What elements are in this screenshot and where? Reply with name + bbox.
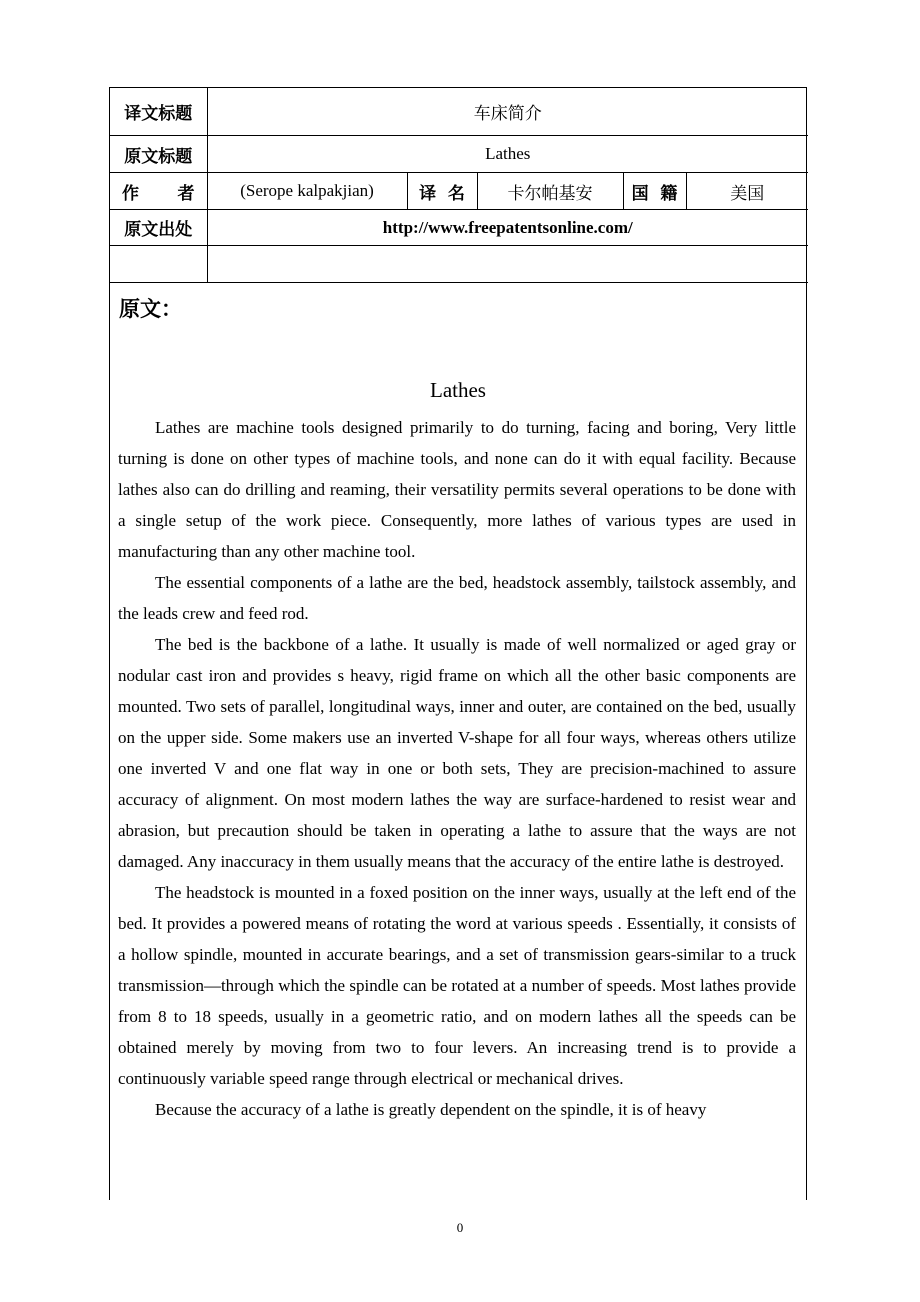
empty-cell-right (207, 246, 808, 283)
row-translated-title (110, 88, 808, 136)
translated-title: 车床简介 (207, 88, 808, 136)
nationality: 美国 (686, 173, 808, 210)
paragraph: The headstock is mounted in a foxed position on the inner ways, usually at the left end of the bed. It provides a powered means of rotating the word at various speeds . Essentially, it consists of a hollow spindle, mounted in accurate bearings, and a set of transmission gears-similar to a truck transmission—through which the spindle can be rotated at a number of speeds. Most lathes provide from 8 to 18 speeds, usually in a geometric ratio, and on modern lathes all the speeds can be obtained merely by moving from two to four levers. An increasing trend is to provide a continuously variable speed range through electrical or mechanical drives. (118, 883, 796, 1088)
original-text-heading: 原文： (119, 297, 182, 321)
row-author (110, 173, 808, 210)
row-source (110, 210, 808, 246)
paragraph: Lathes are machine tools designed primarily to do turning, facing and boring, Very little turning is done on other types of machine tools, and none can do it with equal facility. Because lathes also can do drilling and reaming, their versatility permits several operations to be done with a single setup of the work piece. Consequently, more lathes of various types are used in manufacturing than any other machine tool. (118, 418, 796, 561)
author-label-char-2: 者 (177, 183, 195, 204)
metadata-table (110, 88, 808, 283)
article-title: Lathes (430, 378, 486, 402)
translated-title-label: 译文标题 (110, 88, 207, 136)
empty-cell-left (110, 246, 207, 283)
source-label: 原文出处 (110, 210, 207, 246)
author-name: (Serope kalpakjian) (207, 173, 407, 210)
source-url: http://www.freepatentsonline.com/ (207, 210, 808, 246)
paragraph: The bed is the backbone of a lathe. It usually is made of well normalized or aged gray or nodular cast iron and provides s heavy, rigid frame on which all the other basic components are mounted. Two sets of parallel, longitudinal ways, inner and outer, are contained on the bed, usually on the upper side. Some makers use an inverted V-shape for all four ways, whereas others utilize one inverted V and one flat way in one or both sets, They are precision-machined to assure accuracy of alignment. On most modern lathes the way are surface-hardened to resist wear and abrasion, but precaution should be taken in operating a lathe to assure that the ways are not damaged. Any inaccuracy in them usually means that the accuracy of the entire lathe is destroyed. (118, 635, 796, 871)
original-title-label: 原文标题 (110, 136, 207, 173)
document-frame (109, 87, 807, 1200)
article-body (118, 412, 796, 1182)
nationality-label: 国 籍 (623, 173, 686, 210)
author-label (110, 173, 207, 210)
row-original-title (110, 136, 808, 173)
row-empty (110, 246, 808, 283)
paragraph: The essential components of a lathe are the bed, headstock assembly, tailstock assembly, and the leads crew and feed rod. (118, 573, 796, 623)
original-title: Lathes (207, 136, 808, 173)
author-label-char-1: 作 (122, 183, 139, 204)
translator-name: 卡尔帕基安 (477, 173, 623, 210)
paragraph: Because the accuracy of a lathe is greatly dependent on the spindle, it is of heavy (155, 1100, 707, 1119)
translator-label: 译 名 (407, 173, 477, 210)
page-number: 0 (456, 1220, 464, 1235)
